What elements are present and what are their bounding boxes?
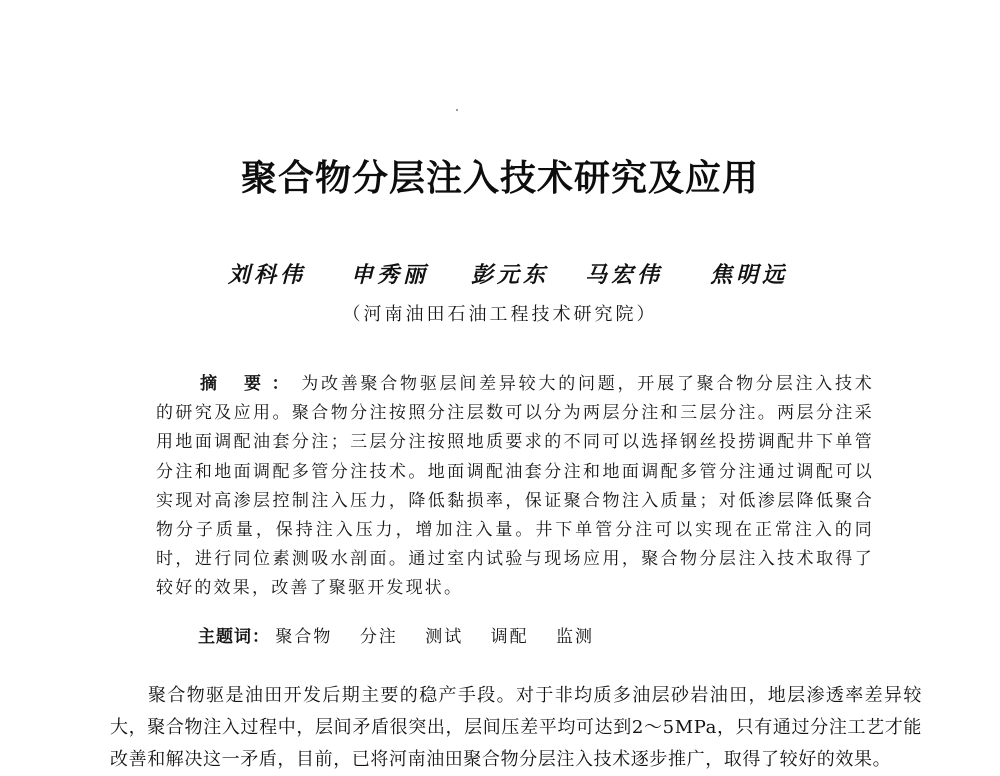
scan-speck bbox=[456, 109, 458, 111]
paper-title: 聚合物分层注入技术研究及应用 bbox=[240, 158, 759, 199]
abstract-label: 摘 要： bbox=[200, 374, 300, 394]
author-list bbox=[228, 258, 808, 294]
affiliation: （河南油田石油工程技术研究院） bbox=[342, 304, 658, 325]
keyword: 调配 bbox=[490, 627, 529, 647]
abstract bbox=[156, 370, 874, 604]
author-name: 焦明远 bbox=[710, 263, 789, 288]
keywords-line bbox=[198, 622, 616, 647]
author-name: 马宏伟 bbox=[585, 263, 664, 288]
body-paragraph: 聚合物驱是油田开发后期主要的稳产手段。对于非均质多油层砂岩油田，地层渗透率差异较大，聚合物注入过程中，层间矛盾很突出，层间压差平均可达到2～5MPa，只有通过分注工艺才能改善和解决这一矛盾，目前，已将河南油田聚合物分层注入技术逐步推广，取得了较好的效果。 bbox=[110, 685, 922, 770]
keyword: 测试 bbox=[425, 627, 464, 647]
author-name: 彭元东 bbox=[471, 263, 550, 288]
keyword: 监测 bbox=[556, 627, 595, 647]
keyword: 聚合物 bbox=[275, 627, 333, 647]
abstract-text: 为改善聚合物驱层间差异较大的问题，开展了聚合物分层注入技术的研究及应用。聚合物分注按照分注层数可以分为两层分注和三层分注。两层分注采用地面调配油套分注；三层分注按照地质要求的不同可以选择钢丝投捞调配井下单管分注和地面调配多管分注技术。地面调配油套分注和地面调配多管分注通过调配可以实现对高渗层控制注入压力，降低黏损率，保证聚合物注入质量；对低渗层降低聚合物分子质量，保持注入压力，增加注入量。井下单管分注可以实现在正常注入的同时，进行同位素测吸水剖面。通过室内试验与现场应用，聚合物分层注入技术取得了较好的效果，改善了聚驱开发现状。 bbox=[156, 374, 874, 599]
keywords-label: 主题词： bbox=[198, 627, 270, 647]
author-name: 申秀丽 bbox=[351, 263, 430, 288]
author-name: 刘科伟 bbox=[228, 263, 307, 288]
keyword: 分注 bbox=[359, 627, 398, 647]
